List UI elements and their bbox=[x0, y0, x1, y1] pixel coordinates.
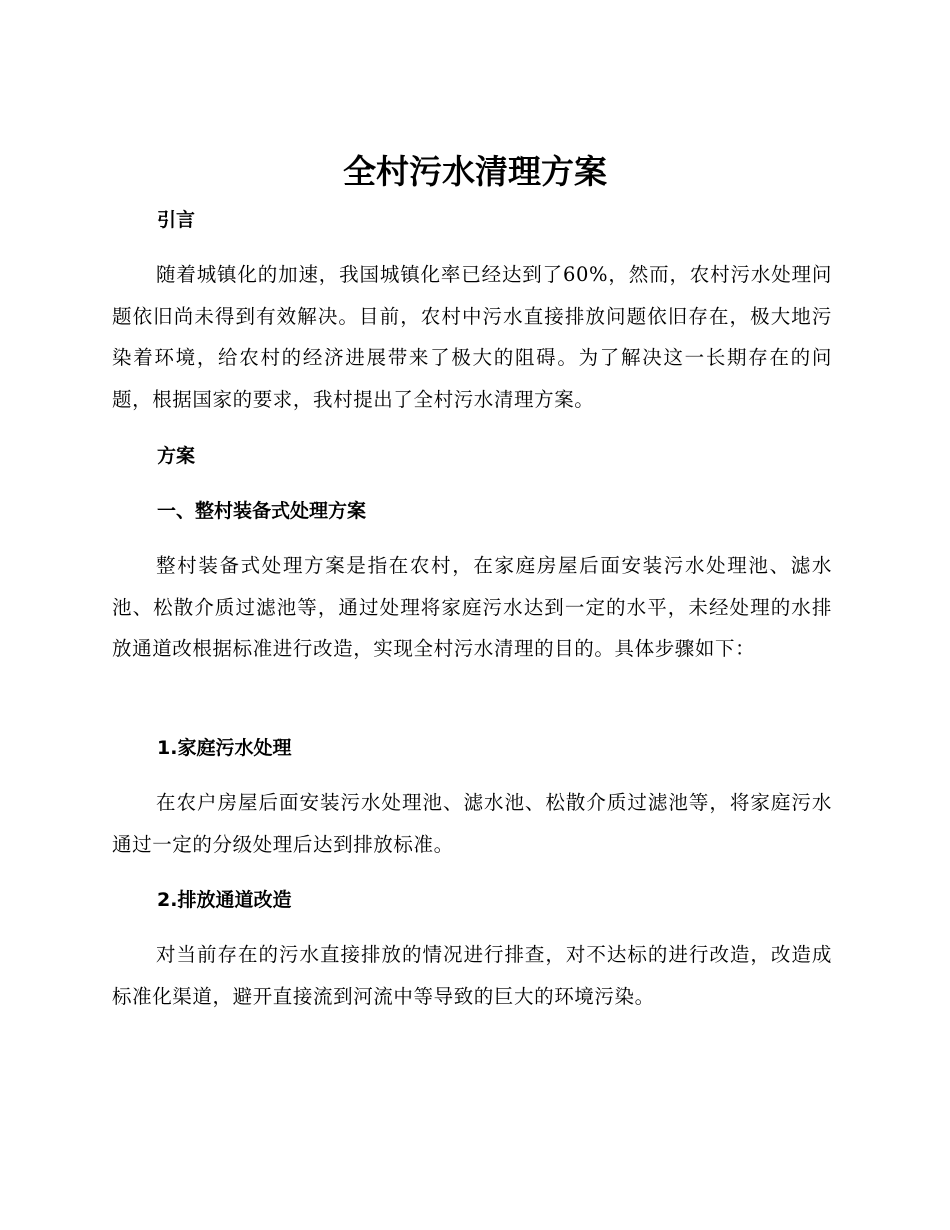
plan1-paragraph: 整村装备式处理方案是指在农村，在家庭房屋后面安装污水处理池、滤水池、松散介质过滤池等，通过处理将家庭污水达到一定的水平，未经处理的水排放通道改根据标准进行改造，实现全村污水清理的目的。具体步骤如下： bbox=[112, 554, 832, 660]
document-title: 全村污水清理方案 bbox=[343, 152, 607, 191]
step2-heading: 2.排放通道改造 bbox=[157, 889, 292, 911]
step1-heading: 1.家庭污水处理 bbox=[157, 737, 292, 759]
step1-paragraph: 在农户房屋后面安装污水处理池、滤水池、松散介质过滤池等，将家庭污水通过一定的分级处理后达到排放标准。 bbox=[112, 791, 832, 856]
plan-heading: 方案 bbox=[157, 445, 196, 467]
plan1-heading: 一、整村装备式处理方案 bbox=[157, 500, 367, 522]
intro-paragraph: 随着城镇化的加速，我国城镇化率已经达到了60%，然而，农村污水处理问题依旧尚未得到有效解决。目前，农村中污水直接排放问题依旧存在，极大地污染着环境，给农村的经济进展带来了极大的阻碍。为了解决这一长期存在的问题，根据国家的要求，我村提出了全村污水清理方案。 bbox=[112, 263, 832, 411]
step2-paragraph: 对当前存在的污水直接排放的情况进行排查，对不达标的进行改造，改造成标准化渠道，避开直接流到河流中等导致的巨大的环境污染。 bbox=[112, 943, 832, 1008]
intro-heading: 引言 bbox=[157, 209, 196, 231]
